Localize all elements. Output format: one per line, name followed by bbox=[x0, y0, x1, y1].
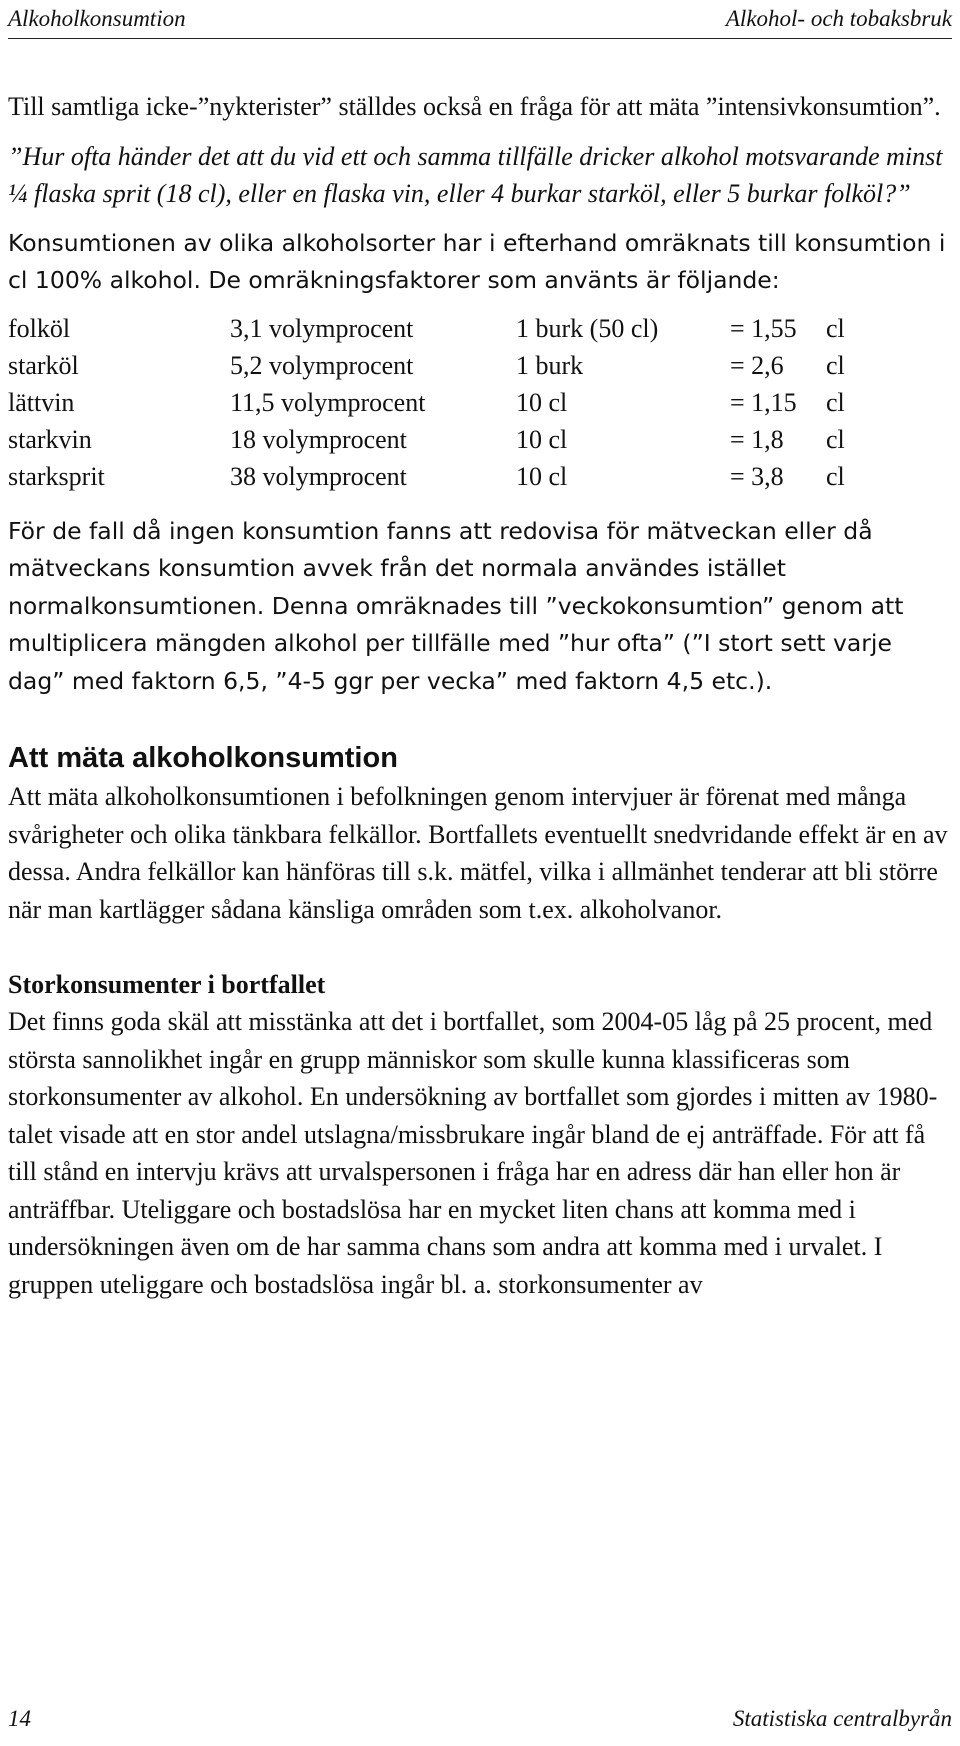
conversion-row bbox=[8, 425, 845, 462]
alcohol-strength: 18 volymprocent bbox=[230, 424, 407, 454]
page-content bbox=[8, 88, 952, 1303]
conversion-row bbox=[8, 351, 845, 388]
weekly-consumption-paragraph: För de fall då ingen konsumtion fanns att redovisa för mätveckan eller då mätveckans konsumtion avvek från det normala användes istället normalkonsumtionen. Denna omräknades till ”veckokonsumtion” genom att multiplicera mängden alkohol per tillfälle med ”hur ofta” (”I stort sett varje dag” med faktorn 6,5, ”4-5 ggr per vecka” med faktorn 4,5 etc.). bbox=[8, 516, 904, 695]
serving-unit: 10 cl bbox=[516, 461, 568, 491]
pure-alcohol-unit: cl bbox=[826, 313, 845, 343]
serving-unit: 1 burk bbox=[516, 350, 584, 380]
alcohol-strength: 11,5 volymprocent bbox=[230, 387, 426, 417]
conversion-row bbox=[8, 314, 845, 351]
serving-unit: 10 cl bbox=[516, 387, 568, 417]
pure-alcohol-value: = 1,8 bbox=[730, 424, 784, 454]
pure-alcohol-value: = 3,8 bbox=[730, 461, 784, 491]
conversion-row bbox=[8, 388, 845, 425]
drink-name: starköl bbox=[8, 350, 79, 380]
header-chapter-title: Alkoholkonsumtion bbox=[8, 6, 186, 31]
pure-alcohol-value: = 1,55 bbox=[730, 313, 797, 343]
conversion-row bbox=[8, 462, 845, 499]
serving-unit: 1 burk (50 cl) bbox=[516, 313, 659, 343]
section-body-measuring: Att mäta alkoholkonsumtionen i befolkningen genom intervjuer är förenat med många svårigheter och olika tänkbara felkällor. Bortfallets eventuellt snedvridande effekt är en av dessa. Andra felkällor kan hänföras till s.k. mätfel, vilka i allmänhet tenderar att bli större när man kartlägger sådana känsliga områden som t.ex. alkoholvanor. bbox=[8, 782, 948, 924]
pure-alcohol-value: = 2,6 bbox=[730, 350, 784, 380]
alcohol-strength: 38 volymprocent bbox=[230, 461, 407, 491]
pure-alcohol-unit: cl bbox=[826, 461, 845, 491]
intro-paragraph: Till samtliga icke-”nykterister” ställdes också en fråga för att mäta ”intensivkonsumtion”. bbox=[8, 92, 941, 121]
pure-alcohol-value: = 1,15 bbox=[730, 387, 797, 417]
publisher-name: Statistiska centralbyrån bbox=[732, 1706, 952, 1731]
drink-name: starksprit bbox=[8, 461, 105, 491]
drink-name: folköl bbox=[8, 313, 71, 343]
pure-alcohol-unit: cl bbox=[826, 387, 845, 417]
section-heading-measuring: Att mäta alkoholkonsumtion bbox=[8, 742, 398, 774]
subsection-heading-heavy-consumers: Storkonsumenter i bortfallet bbox=[8, 970, 326, 999]
conversion-table bbox=[8, 314, 845, 499]
running-header bbox=[8, 0, 952, 39]
survey-question: ”Hur ofta händer det att du vid ett och samma tillfälle dricker alkohol motsvarande minst ¼ flaska sprit (18 cl), eller en flaska vin, eller 4 burkar starköl, eller 5 burkar folköl?” bbox=[8, 141, 943, 208]
page-number: 14 bbox=[8, 1706, 31, 1731]
serving-unit: 10 cl bbox=[516, 424, 568, 454]
drink-name: lättvin bbox=[8, 387, 75, 417]
conversion-paragraph: Konsumtionen av olika alkoholsorter har i efterhand omräknats till konsumtion i cl 100% alkohol. De omräkningsfaktorer som använts är följande: bbox=[8, 228, 946, 294]
drink-name: starkvin bbox=[8, 424, 92, 454]
pure-alcohol-unit: cl bbox=[826, 350, 845, 380]
subsection-body-heavy-consumers: Det finns goda skäl att misstänka att det i bortfallet, som 2004-05 låg på 25 procent, med största sannolikhet ingår en grupp människor som skulle kunna klassificeras som storkonsumenter av alkohol. En undersökning av bortfallet som gjordes i mitten av 1980-talet visade att en stor andel utslagna/missbrukare ingår bland de ej anträffade. För att få till stånd en intervju krävs att urvalspersonen i fråga har en adress där han eller hon är anträffbar. Uteliggare och bostadslösa har en mycket liten chans att komma med i undersökningen även om de har samma chans som andra att komma med i urvalet. I gruppen uteliggare och bostadslösa ingår bl. a. storkonsumenter av bbox=[8, 1007, 938, 1299]
header-report-title: Alkohol- och tobaksbruk bbox=[725, 6, 952, 31]
pure-alcohol-unit: cl bbox=[826, 424, 845, 454]
alcohol-strength: 3,1 volymprocent bbox=[230, 313, 414, 343]
alcohol-strength: 5,2 volymprocent bbox=[230, 350, 414, 380]
